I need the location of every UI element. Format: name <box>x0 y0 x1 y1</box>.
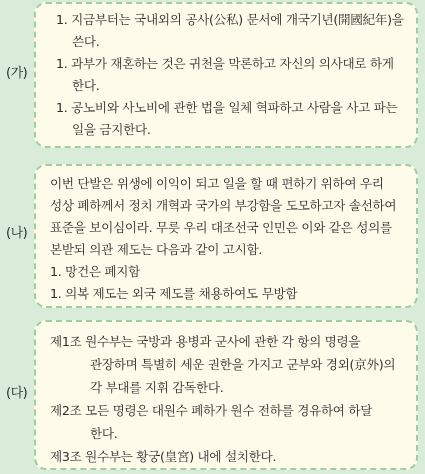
text-line: 1. 지금부터는 국내외의 공사(公私) 문서에 개국기년(開國紀年)을 <box>56 12 404 27</box>
section-label-na: (나) <box>6 226 28 241</box>
text-line: 1. 망건은 폐지함 <box>50 264 141 279</box>
text-line: 제3조 원수부는 황궁(皇宮) 내에 설치한다. <box>50 449 277 464</box>
text-line: 쓴다. <box>72 34 100 49</box>
text-line: 관장하며 특별히 세운 권한을 가지고 군부와 경외(京外)의 <box>90 357 396 372</box>
section-na <box>0 160 425 312</box>
text-line: 일을 금지한다. <box>72 122 151 137</box>
section-da <box>0 316 425 474</box>
text-line: 1. 과부가 재혼하는 것은 귀천을 막론하고 자신의 의사대로 하게 <box>56 56 394 71</box>
text-line: 한다. <box>72 78 100 93</box>
text-box-da <box>34 320 418 470</box>
text-line: 이번 단발은 위생에 이익이 되고 일을 할 때 편하기 위하여 우리 <box>50 176 384 191</box>
text-line: 1. 공노비와 사노비에 관한 법을 일체 혁파하고 사람을 사고 파는 <box>56 100 398 115</box>
text-box-na <box>34 164 418 308</box>
text-line: 1. 의복 제도는 외국 제도를 채용하여도 무방함 <box>50 286 298 301</box>
text-line: 각 부대를 지휘 감독한다. <box>90 380 224 395</box>
section-label-ga: (가) <box>6 66 28 81</box>
text-line: 성상 폐하께서 정치 개혁과 국가의 부강함을 도모하고자 솔선하여 <box>50 198 397 213</box>
text-line: 표준을 보이심이라. 무릇 우리 대조선국 인민은 이와 같은 성의를 <box>50 220 392 235</box>
section-label-da: (다) <box>6 386 28 401</box>
section-ga <box>0 0 425 150</box>
text-line: 본받되 의관 제도는 다음과 같이 고시함. <box>50 242 263 257</box>
text-box-ga <box>34 2 418 148</box>
text-line: 한다. <box>90 426 118 441</box>
text-line: 제2조 모든 명령은 대원수 폐하가 원수 전하를 경유하여 하달 <box>50 403 373 418</box>
text-line: 제1조 원수부는 국방과 용병과 군사에 관한 각 항의 명령을 <box>50 334 361 349</box>
